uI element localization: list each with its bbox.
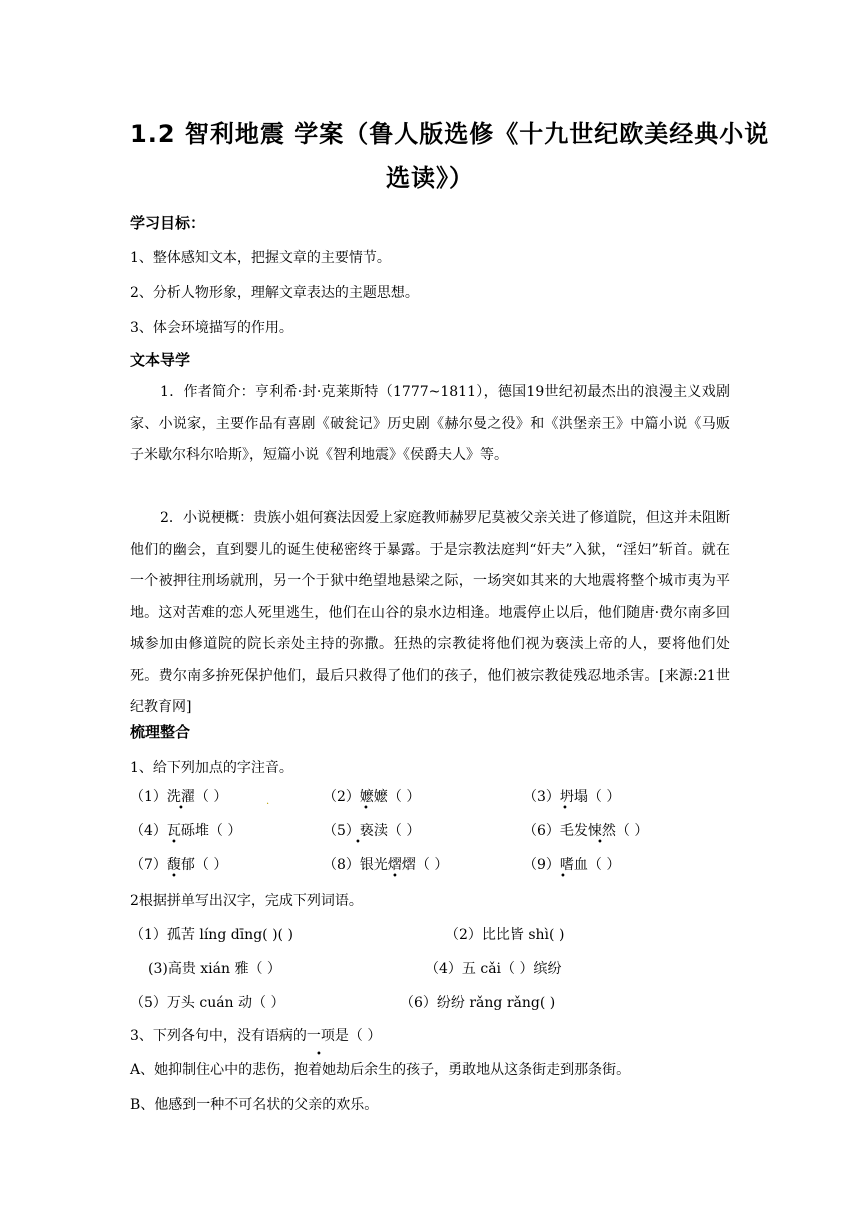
question-3: 3、下列各句中，没有语病的一项是（ ） <box>130 1028 382 1044</box>
emphasis-dot: . <box>266 796 270 807</box>
word-item: (3)高贵 xián 雅（ ） <box>148 961 281 977</box>
word-item: （1）孤苦 líng dīng( )( ) <box>130 927 293 943</box>
word-item: （6）纷纷 rǎng rǎng( ) <box>400 995 556 1011</box>
word-item: （5）万头 cuán 动（ ） <box>130 995 285 1011</box>
option-b: B、他感到一种不可名状的父亲的欢乐。 <box>130 1097 379 1113</box>
emphasis-dot: • <box>171 871 177 882</box>
document-title-line-1: 1.2 智利地震 学案（鲁人版选修《十九世纪欧美经典小说 <box>130 120 770 148</box>
emphasis-dot: • <box>363 803 369 814</box>
objective-item: 2、分析人物形象，理解文章表达的主题思想。 <box>130 285 419 301</box>
emphasis-dot: • <box>597 837 603 848</box>
objective-item: 1、整体感知文本，把握文章的主要情节。 <box>130 250 391 266</box>
question-2: 2根据拼单写出汉字，完成下列词语。 <box>130 893 363 909</box>
emphasis-dot: • <box>355 837 361 848</box>
pinyin-item: （8）银光熠熠（ ） <box>323 857 449 873</box>
emphasis-dot: • <box>562 803 568 814</box>
pinyin-item: （7）馥郁（ ） <box>130 857 228 873</box>
pinyin-item: （6）毛发悚然（ ） <box>523 823 649 839</box>
summary-paragraph: 2．小说梗概：贵族小姐何赛法因爱上家庭教师赫罗尼莫被父亲关进了修道院，但这并未阻断他们的幽会，直到婴儿的诞生使秘密终于暴露。于是宗教法庭判“奸夫”入狱，“淫妇”斩首。就在一个被押往刑场就刑，另一个于狱中绝望地悬梁之际，一场突如其来的大地震将整个城市夷为平地。这对苦难的恋人死里逃生，他们在山谷的泉水边相逢。地震停止以后，他们随唐·费尔南多回城参加由修道院的院长亲处主持的弥撒。狂热的宗教徒将他们视为亵渎上帝的人，要将他们处死。费尔南多拚死保护他们，最后只救得了他们的孩子，他们被宗教徒残忍地杀害。[来源:21世纪教育网] <box>130 510 730 715</box>
emphasis-dot: • <box>316 1049 322 1060</box>
emphasis-dot: • <box>560 871 566 882</box>
word-item: （2）比比皆 shì( ) <box>445 927 565 943</box>
pinyin-item: （3）坍塌（ ） <box>523 789 621 805</box>
emphasis-dot: • <box>178 803 184 814</box>
document-title-line-2: 选读》） <box>386 164 474 192</box>
emphasis-dot: • <box>171 837 177 848</box>
author-intro-paragraph: 1．作者简介：亨利希·封·克莱斯特（1777~1811），德国19世纪初最杰出的浪漫主义戏剧家、小说家，主要作品有喜剧《破瓮记》历史剧《赫尔曼之役》和《洪堡亲王》中篇小说《马贩子米歇尔科尔哈斯》，短篇小说《智利地震》《侯爵夫人》等。 <box>130 384 730 463</box>
word-item: （4）五 cǎi（ ）缤纷 <box>425 961 562 977</box>
guide-heading: 文本导学 <box>130 351 191 369</box>
objectives-heading: 学习目标： <box>130 214 206 232</box>
pinyin-item: （2）嬷嬷（ ） <box>323 789 421 805</box>
question-1: 1、给下列加点的字注音。 <box>130 760 293 776</box>
option-a: A、她抑制住心中的悲伤，抱着她劫后余生的孩子，勇敢地从这条街走到那条街。 <box>130 1062 631 1078</box>
pinyin-item: （4）瓦砾堆（ ） <box>130 823 242 839</box>
pinyin-item: （1）洗濯（ ） <box>130 789 228 805</box>
pinyin-item: （9）嗜血（ ） <box>523 857 621 873</box>
pinyin-item: （5）亵渎（ ） <box>323 823 421 839</box>
review-heading: 梳理整合 <box>130 723 191 741</box>
objective-item: 3、体会环境描写的作用。 <box>130 320 293 336</box>
emphasis-dot: • <box>392 871 398 882</box>
